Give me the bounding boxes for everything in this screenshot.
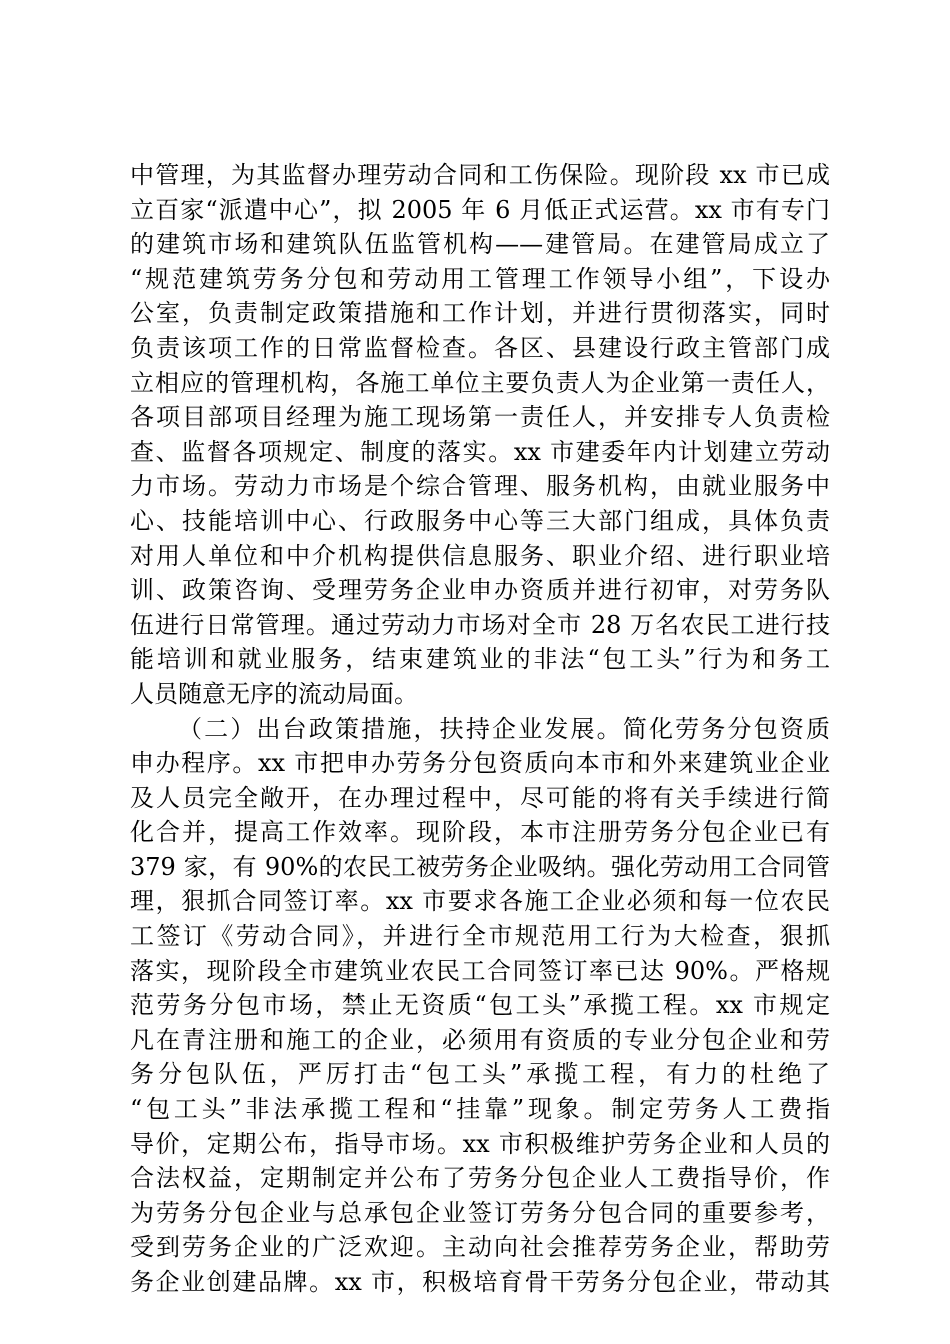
text-line: 凡在青注册和施工的企业，必须用有资质的专业分包企业和劳: [130, 1025, 830, 1054]
text-line: 人员随意无序的流动局面。: [130, 679, 418, 708]
text-line: 及人员完全敞开，在办理过程中，尽可能的将有关手续进行简: [130, 783, 830, 812]
text-line: 379 家，有 90%的农民工被劳务企业吸纳。强化劳动用工合同管: [130, 852, 830, 881]
text-line: 各项目部项目经理为施工现场第一责任人，并安排专人负责检: [130, 403, 830, 432]
text-line: 受到劳务企业的广泛欢迎。主动向社会推荐劳务企业，帮助劳: [130, 1233, 830, 1262]
text-line: “规范建筑劳务分包和劳动用工管理工作领导小组”，下设办: [130, 264, 830, 293]
text-line: 力市场。劳动力市场是个综合管理、服务机构，由就业服务中: [130, 472, 830, 501]
text-line: 心、技能培训中心、行政服务中心等三大部门组成，具体负责: [130, 506, 830, 535]
text-line: 伍进行日常管理。通过劳动力市场对全市 28 万名农民工进行技: [130, 610, 830, 639]
text-line: 对用人单位和中介机构提供信息服务、职业介绍、进行职业培: [130, 541, 830, 570]
text-line: 负责该项工作的日常监督检查。各区、县建设行政主管部门成: [130, 333, 830, 362]
text-line: 导价，定期公布，指导市场。xx 市积极维护劳务企业和人员的: [130, 1129, 830, 1158]
text-line: 申办程序。xx 市把申办劳务分包资质向本市和外来建筑业企业: [130, 749, 830, 778]
text-line: 中管理，为其监督办理劳动合同和工伤保险。现阶段 xx 市已成: [130, 161, 830, 189]
text-line: 范劳务分包市场，禁止无资质“包工头”承揽工程。xx 市规定: [130, 991, 830, 1020]
text-line: 合法权益，定期制定并公布了劳务分包企业人工费指导价，作: [130, 1164, 830, 1193]
text-line: 公室，负责制定政策措施和工作计划，并进行贯彻落实，同时: [130, 299, 830, 328]
text-line: 化合并，提高工作效率。现阶段，本市注册劳务分包企业已有: [130, 818, 830, 847]
text-line: “包工头”非法承揽工程和“挂靠”现象。制定劳务人工费指: [130, 1095, 830, 1124]
text-line: 为劳务分包企业与总承包企业签订劳务分包合同的重要参考，: [130, 1198, 830, 1227]
text-line: 立百家“派遣中心”，拟 2005 年 6 月低正式运营。xx 市有专门: [130, 195, 830, 224]
text-line: 务企业创建品牌。xx 市，积极培育骨干劳务分包企业，带动其: [130, 1268, 830, 1296]
text-line: 落实，现阶段全市建筑业农民工合同签订率已达 90%。严格规: [130, 956, 830, 985]
text-line: （二）出台政策措施，扶持企业发展。简化劳务分包资质: [178, 714, 830, 743]
text-line: 的建筑市场和建筑队伍监管机构——建管局。在建管局成立了: [130, 230, 830, 259]
text-line: 务分包队伍，严厉打击“包工头”承揽工程，有力的杜绝了: [130, 1060, 830, 1089]
text-line: 能培训和就业服务，结束建筑业的非法“包工头”行为和务工: [130, 645, 830, 674]
text-line: 立相应的管理机构，各施工单位主要负责人为企业第一责任人，: [130, 368, 830, 397]
text-line: 工签订《劳动合同》，并进行全市规范用工行为大检查，狠抓: [130, 922, 830, 951]
text-line: 理，狠抓合同签订率。xx 市要求各施工企业必须和每一位农民: [130, 887, 830, 916]
body-text: [130, 158, 830, 1300]
text-line: 训、政策咨询、受理劳务企业申办资质并进行初审，对劳务队: [130, 576, 830, 605]
text-line: 查、监督各项规定、制度的落实。xx 市建委年内计划建立劳动: [130, 437, 830, 466]
